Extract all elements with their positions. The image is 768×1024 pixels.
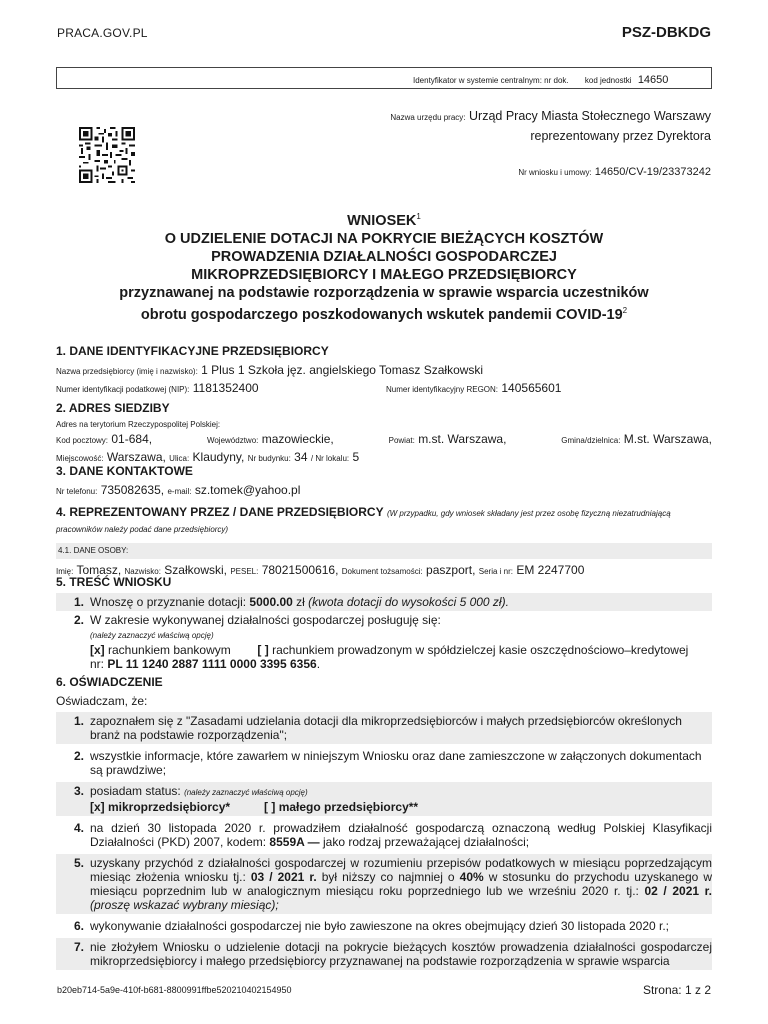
title-line-2: O UDZIELENIE DOTACJI NA POKRYCIE BIEŻĄCYCH KOSZTÓW xyxy=(164,230,604,247)
title-line-5: przyznawanej na podstawie rozporządzenia w sprawie wsparcia uczestników xyxy=(119,284,649,301)
unit-code-value: 14650 xyxy=(637,74,669,86)
section-identification xyxy=(56,344,712,398)
title-line-3: PROWADZENIA DZIAŁALNOŚCI GOSPODARCZEJ xyxy=(211,248,557,265)
declaration-text: wszystkie informacje, które zawarłem w niniejszym Wniosku oraz dane zamieszczone w załączonych dokumentach są prawdziwe; xyxy=(90,749,702,777)
doc-number-label: nr dok. xyxy=(544,76,569,85)
central-id-label: Identyfikator w systemie centralnym: xyxy=(413,76,542,85)
item-number: 2. xyxy=(73,749,84,763)
title-line-6: obrotu gospodarczego poszkodowanych wskutek pandemii COVID-19 xyxy=(140,306,623,323)
id-document-label: Dokument tożsamości: xyxy=(341,567,423,576)
skok-account-option: rachunkiem prowadzonym w spółdzielczej kasie oszczędnościowo–kredytowej xyxy=(272,643,689,657)
section-1-heading: 1. DANE IDENTYFIKACYJNE PRZEDSIĘBIORCY xyxy=(56,344,329,358)
pkd-text-end: jako rodzaj przeważającej działalności; xyxy=(323,835,530,849)
section-6-heading: 6. OŚWIADCZENIE xyxy=(56,675,163,689)
footnote-ref-2: 2 xyxy=(622,305,628,315)
postal-code-label: Kod pocztowy: xyxy=(56,436,109,445)
micro-enterprise-option: [x] mikroprzedsiębiorcy* xyxy=(90,800,231,814)
declaration-text: wykonywanie działalności gospodarczej nie było zawieszone na okres obejmujący dzień 30 listopada 2020 r.; xyxy=(90,919,670,933)
unit-code-label: kod jednostki xyxy=(584,76,632,85)
account-option-note: (należy zaznaczyć właściwą opcję) xyxy=(90,631,214,640)
status-option-note: (należy zaznaczyć właściwą opcję) xyxy=(184,788,308,797)
city-value: Warszawa, xyxy=(106,450,166,464)
company-name-value: 1 Plus 1 Szkoła jęz. angielskiego Tomasz Szałkowski xyxy=(201,363,484,377)
item-number: 1. xyxy=(73,714,84,728)
last-name-label: Nazwisko: xyxy=(124,567,161,576)
declaration-item-5 xyxy=(56,854,712,914)
address-intro: Adres na terytorium Rzeczypospolitej Polskiej: xyxy=(56,420,221,429)
declaration-item-3 xyxy=(56,782,712,816)
item-number: 2. xyxy=(73,613,84,627)
pesel-value: 78021500616, xyxy=(261,563,339,577)
account-number-label: nr: xyxy=(90,657,105,671)
id-series-value: EM 2247700 xyxy=(516,563,585,577)
nip-value: 1181352400 xyxy=(192,381,259,395)
section-contact xyxy=(56,464,712,500)
pkd-code: 8559A — xyxy=(269,835,320,849)
revenue-note: (proszę wskazać wybrany miesiąc); xyxy=(90,898,279,912)
item-number: 5. xyxy=(73,856,84,870)
office-represented: reprezentowany przez Dyrektora xyxy=(530,129,711,143)
declaration-item-4 xyxy=(56,819,712,851)
declaration-text: zapoznałem się z "Zasadami udzielania dotacji dla mikroprzedsiębiorców i małych przedsiębiorców określonych branż na podstawie rozporządzenia"; xyxy=(90,714,682,742)
section-2-heading: 2. ADRES SIEDZIBY xyxy=(56,401,170,415)
qr-code-icon xyxy=(79,127,135,183)
account-text: W zakresie wykonywanej działalności gospodarczej posługuję się: xyxy=(90,613,441,627)
apartment-number-value: 5 xyxy=(352,450,360,464)
section-4-note: (W przypadku, gdy wniosek składany jest przez osobę fizyczną niezatrudniającą pracowników należy podać dane przedsiębiorcy) xyxy=(56,509,671,534)
section-address xyxy=(56,401,712,467)
id-series-label: Seria i nr: xyxy=(478,567,513,576)
county-value: m.st. Warszawa, xyxy=(418,432,507,446)
comparison-month: 02 / 2021 r. xyxy=(644,884,712,898)
identifier-box xyxy=(56,67,712,89)
phone-label: Nr telefonu: xyxy=(56,487,98,496)
amount-note: (kwota dotacji do wysokości 5 000 zł). xyxy=(308,595,509,609)
small-enterprise-option: [ ] małego przedsiębiorcy** xyxy=(264,800,419,814)
pesel-label: PESEL: xyxy=(230,567,259,576)
office-label: Nazwa urzędu pracy: xyxy=(390,113,466,122)
currency: zł xyxy=(296,595,305,609)
document-hash: b20eb714-5a9e-410f-b681-8800991ffbe520210402154950 xyxy=(57,985,292,995)
declaration-item-7 xyxy=(56,938,712,970)
declaration-item-6 xyxy=(56,917,712,935)
application-number xyxy=(518,166,711,178)
building-number-value: 34 xyxy=(294,450,308,464)
section-5-heading: 5. TREŚĆ WNIOSKU xyxy=(56,575,172,589)
bank-account-option: rachunkiem bankowym xyxy=(108,643,231,657)
email-value: sz.tomek@yahoo.pl xyxy=(194,483,301,497)
page-number: Strona: 1 z 2 xyxy=(642,983,711,997)
last-name-value: Szałkowski, xyxy=(164,563,227,577)
first-name-value: Tomasz, xyxy=(76,563,122,577)
city-label: Miejscowość: xyxy=(56,454,104,463)
request-amount-text: Wnoszę o przyznanie dotacji: xyxy=(90,595,247,609)
title-line-4: MIKROPRZEDSIĘBIORCY I MAŁEGO PRZEDSIĘBIORCY xyxy=(191,266,577,283)
site-name: PRACA.GOV.PL xyxy=(57,26,148,40)
pkd-text: na dzień 30 listopada 2020 r. prowadziłem działalność gospodarczą oznaczoną według Polskiej Klasyfikacji Działalności (PKD) 2007, kodem: xyxy=(90,821,712,849)
regon-value: 140565601 xyxy=(501,381,562,395)
declaration-text: nie złożyłem Wniosku o udzielenie dotacji na pokrycie bieżących kosztów prowadzenia działalności gospodarczej mikroprzedsiębiorcy i małego przedsiębiorcy przyznawanej na podstawie rozporządzenia w sprawie wsparcia xyxy=(90,940,712,968)
street-label: Ulica: xyxy=(169,454,190,463)
footnote-ref-1: 1 xyxy=(416,212,421,221)
request-item-1 xyxy=(56,593,712,611)
street-value: Klaudyny, xyxy=(192,450,245,464)
application-number-label: Nr wniosku i umowy: xyxy=(518,168,592,177)
declaration-intro: Oświadczam, że: xyxy=(56,694,148,708)
section-4-heading: 4. REPREZENTOWANY PRZEZ / DANE PRZEDSIĘBIORCY xyxy=(56,505,384,519)
apartment-number-label: / Nr lokalu: xyxy=(310,454,350,463)
item-number: 3. xyxy=(73,784,84,798)
revenue-text-b: był niższy co najmniej o xyxy=(321,870,455,884)
building-number-label: Nr budynku: xyxy=(247,454,291,463)
section-request xyxy=(56,575,712,673)
commune-label: Gmina/dzielnica: xyxy=(561,436,621,445)
county-label: Powiat: xyxy=(388,436,415,445)
company-name-label: Nazwa przedsiębiorcy (imię i nazwisko): xyxy=(56,367,198,376)
section-3-heading: 3. DANE KONTAKTOWE xyxy=(56,464,193,478)
item-number: 7. xyxy=(73,940,84,954)
application-number-value: 14650/CV-19/23373242 xyxy=(594,166,711,178)
section-declaration xyxy=(56,675,712,970)
email-label: e-mail: xyxy=(167,487,192,496)
section-representative xyxy=(56,505,712,580)
nip-label: Numer identyfikacji podatkowej (NIP): xyxy=(56,385,190,394)
revenue-text: uzyskany przychód z działalności gospodarczej w rozumieniu przepisów podatkowych w miesiącu poprzedzającym miesiąc złożenia wniosku tj.: xyxy=(90,856,712,884)
declaration-item-2 xyxy=(56,747,712,779)
first-name-label: Imię: xyxy=(56,567,74,576)
title-line-1: WNIOSEK xyxy=(347,212,417,229)
postal-code-value: 01-684, xyxy=(111,432,153,446)
revenue-month: 03 / 2021 r. xyxy=(250,870,317,884)
person-data-subheading: 4.1. DANE OSOBY: xyxy=(56,543,712,559)
revenue-drop-percent: 40% xyxy=(459,870,484,884)
form-code: PSZ-DBKDG xyxy=(621,24,711,41)
declaration-item-1 xyxy=(56,712,712,744)
voivodeship-label: Województwo: xyxy=(206,436,259,445)
document-title xyxy=(56,208,712,324)
office-name: Urząd Pracy Miasta Stołecznego Warszawy xyxy=(469,109,711,123)
skok-account-checkbox: [ ] xyxy=(257,643,269,657)
item-number: 1. xyxy=(73,595,84,609)
request-item-2 xyxy=(56,611,712,673)
bank-account-checkbox: [x] xyxy=(90,643,105,657)
phone-value: 735082635, xyxy=(100,483,165,497)
revenue-text-c: w stosunku do przychodu uzyskanego w miesiącu poprzednim lub w analogicznym miesiącu roku poprzedniego lub we wrześniu 2020 r. tj.: xyxy=(90,870,713,898)
item-number: 4. xyxy=(73,821,84,835)
voivodeship-value: mazowieckie, xyxy=(261,432,334,446)
regon-label: Numer identyfikacyjny REGON: xyxy=(386,385,499,394)
status-text: posiadam status: xyxy=(90,784,181,798)
commune-value: M.st. Warszawa, xyxy=(623,432,712,446)
account-number-value: PL 11 1240 2887 1111 0000 3395 6356 xyxy=(107,657,317,671)
id-document-value: paszport, xyxy=(426,563,476,577)
account-number-end: . xyxy=(316,657,321,671)
item-number: 6. xyxy=(73,919,84,933)
request-amount-value: 5000.00 xyxy=(249,595,293,609)
office-block xyxy=(390,107,711,145)
